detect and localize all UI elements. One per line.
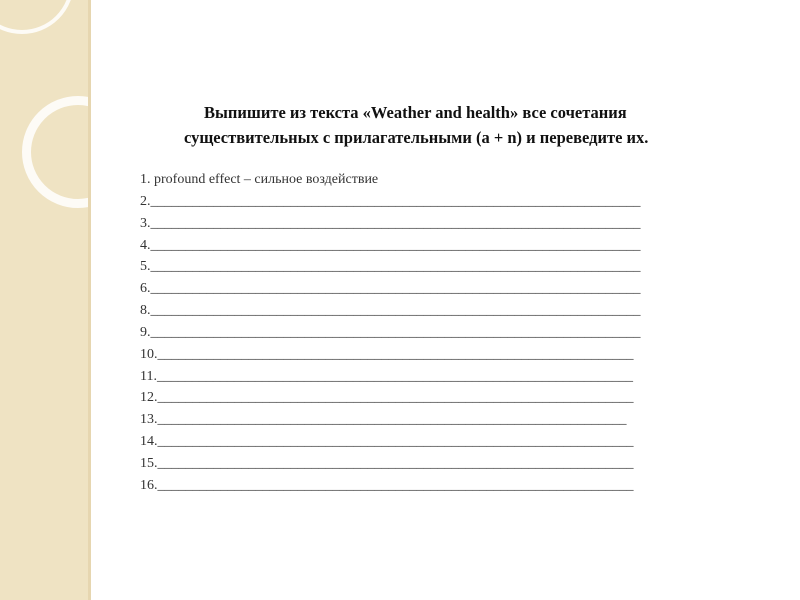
answer-line: 9.______________________________________________________________________: [140, 324, 641, 340]
answer-line: 2.______________________________________________________________________: [140, 193, 641, 209]
task-heading-line-1: Выпишите из текста «Weather and health» все сочетания: [204, 103, 627, 122]
answer-list: [140, 169, 760, 497]
answer-line: 12.____________________________________________________________________: [140, 390, 634, 406]
answer-line: 11.____________________________________________________________________: [140, 368, 633, 384]
answer-line: 10.____________________________________________________________________: [140, 346, 634, 362]
answer-line: 8.______________________________________________________________________: [140, 303, 641, 319]
answer-line: 1. profound effect – сильное воздействие: [140, 172, 379, 187]
slide-content: [140, 100, 760, 497]
decorative-ring-top: [0, 0, 74, 34]
answer-line: 13.___________________________________________________________________: [140, 412, 627, 428]
task-heading: [140, 100, 760, 150]
task-heading-line-2: существительных с прилагательными (a + n) и переведите их.: [184, 128, 649, 147]
answer-line: 4.______________________________________________________________________: [140, 237, 641, 253]
answer-line: 15.____________________________________________________________________: [140, 455, 634, 471]
answer-line: 16.____________________________________________________________________: [140, 477, 634, 493]
answer-line: 3.______________________________________________________________________: [140, 215, 641, 231]
decorative-ring: [22, 96, 88, 208]
side-panel-edge: [88, 0, 91, 600]
answer-line: 5.______________________________________________________________________: [140, 259, 641, 275]
answer-line: 6.______________________________________________________________________: [140, 281, 641, 297]
decorative-side-panel: [0, 0, 88, 600]
answer-line: 14.____________________________________________________________________: [140, 434, 634, 450]
